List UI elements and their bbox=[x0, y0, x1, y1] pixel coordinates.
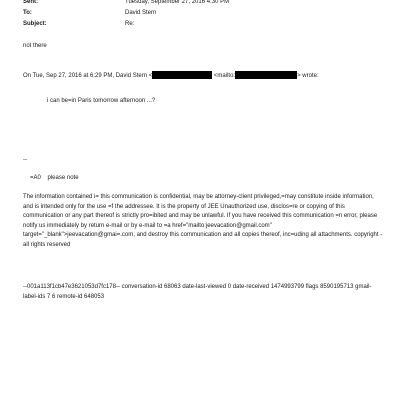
quote-intro-end: > wrote: bbox=[297, 73, 319, 79]
subject-label: Subject: bbox=[23, 21, 47, 27]
quote-intro bbox=[23, 71, 319, 80]
quote-intro-mailto: <mailto: bbox=[213, 73, 236, 79]
reply-text: not there bbox=[23, 43, 47, 49]
redaction-block bbox=[152, 71, 212, 79]
sent-value: Tuesday, September 27, 2016 4:30 PM bbox=[125, 0, 230, 5]
email-metadata: --001a113f1cb47e3621053d7fc178-- conversation-id 68063 date-last-viewed 0 date-received 1474993799 flags 8590195713 gmail-label-ids 7 6 remote-id 648053 bbox=[23, 284, 372, 300]
a0-code: =A0 bbox=[30, 175, 41, 181]
sent-label: Sent: bbox=[23, 0, 38, 5]
quote-intro-start: On Tue, Sep 27, 2016 at 6:29 PM, David Stern < bbox=[23, 73, 153, 79]
please-note-line bbox=[30, 174, 79, 182]
to-label: To: bbox=[23, 10, 32, 16]
separator: -- bbox=[23, 157, 27, 163]
quoted-text: i can be=in Paris tomorrow afternoon ...? bbox=[47, 98, 156, 104]
to-value: David Stern bbox=[125, 10, 157, 16]
redaction-block bbox=[235, 71, 297, 79]
subject-value: Re: bbox=[125, 21, 135, 27]
please-note: please note bbox=[47, 175, 79, 181]
disclaimer: The information contained i= this communication is confidential, may be attorney-client privileged,=may constitute inside information, and is intended only for the use =f the addressee. It is the property of JEE Unauthorized use, disclos=re or copying of this communication or any part thereof is strictly pro=ibited and may be unlawful. If you have received this communication =n error, please notify us immediately by return e-mail or by e-mail to =a href="mailto:jeevacation@gmail.com" target="_blank">jeevacation@gmai=.com, and destroy this communication and all copies thereof, inc=uding all attachments. copyright -all rights reserved bbox=[23, 194, 383, 248]
